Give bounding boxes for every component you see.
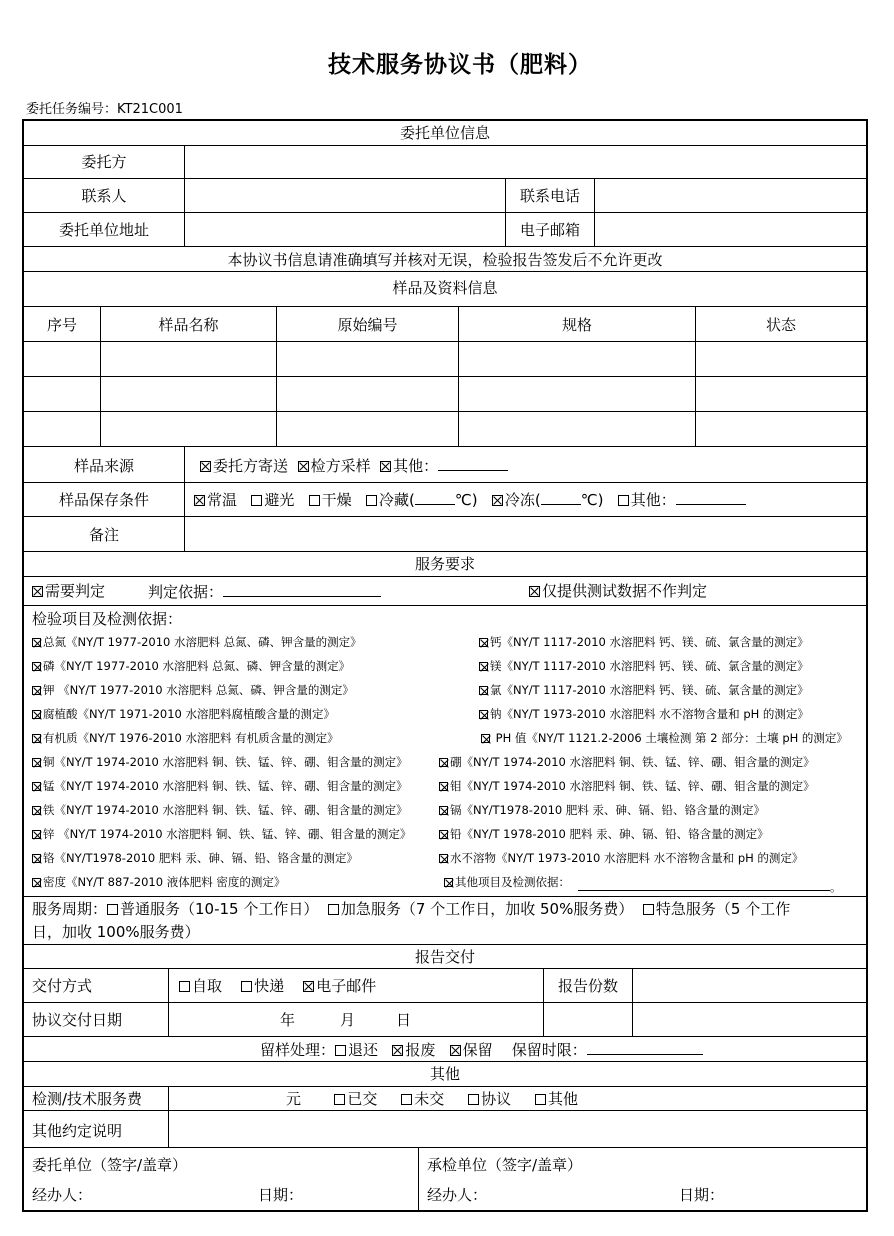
test-item-option[interactable]: 硼《NY/T 1974-2010 水溶肥料 铜、铁、锰、锌、硼、钼含量的测定》 bbox=[439, 753, 815, 771]
lab-date-label: 日期： bbox=[679, 1186, 725, 1204]
col-sample-name: 样品名称 bbox=[158, 316, 219, 334]
test-item-option[interactable]: 铜《NY/T 1974-2010 水溶肥料 铜、铁、锰、锌、硼、钼含量的测定》 bbox=[32, 753, 408, 771]
checkbox-icon[interactable] bbox=[643, 904, 654, 915]
retain-period: 保留时限： bbox=[511, 1041, 587, 1059]
retain-keep: 保留 bbox=[462, 1041, 493, 1059]
period-special-cont: 日，加收 100%服务费） bbox=[32, 923, 200, 941]
sample-row[interactable] bbox=[24, 412, 866, 446]
storage-other-input[interactable] bbox=[676, 490, 746, 505]
test-item-option[interactable]: 有机质《NY/T 1976-2010 水溶肥料 有机质含量的测定》 bbox=[32, 729, 339, 747]
cold-temp-input[interactable] bbox=[415, 490, 455, 505]
checkbox-checked-icon[interactable] bbox=[392, 1045, 403, 1056]
contact-label: 联系人 bbox=[81, 187, 127, 205]
checkbox-icon[interactable] bbox=[535, 1094, 546, 1105]
storage-label: 样品保存条件 bbox=[58, 491, 149, 509]
deg-unit: ℃) bbox=[454, 491, 478, 509]
checkbox-icon[interactable] bbox=[309, 495, 320, 506]
checkbox-checked-icon[interactable] bbox=[439, 854, 448, 863]
checkbox-checked-icon[interactable] bbox=[380, 461, 391, 472]
fee-label: 检测/技术服务费 bbox=[32, 1090, 143, 1108]
sample-source-label: 样品来源 bbox=[73, 457, 134, 475]
test-item-option[interactable]: 磷《NY/T 1977-2010 水溶肥料 总氮、磷、钾含量的测定》 bbox=[32, 657, 350, 675]
yuan-unit: 元 bbox=[286, 1090, 302, 1108]
checkbox-checked-icon[interactable] bbox=[481, 734, 490, 743]
checkbox-checked-icon[interactable] bbox=[32, 878, 41, 887]
col-status: 状态 bbox=[765, 316, 796, 334]
checkbox-checked-icon[interactable] bbox=[479, 662, 488, 671]
source-other-input[interactable] bbox=[438, 456, 508, 471]
test-item-option[interactable]: 锌 《NY/T 1974-2010 水溶肥料 铜、铁、锰、锌、硼、钼含量的测定》 bbox=[32, 825, 411, 843]
checkbox-checked-icon[interactable] bbox=[439, 830, 448, 839]
checkbox-icon[interactable] bbox=[251, 495, 262, 506]
fee-negotiate: 协议 bbox=[481, 1090, 512, 1108]
date-extra-input[interactable] bbox=[633, 1003, 865, 1036]
fee-paid: 已交 bbox=[347, 1090, 378, 1108]
client-sign-label: 委托单位（签字/盖章） bbox=[32, 1156, 188, 1174]
checkbox-checked-icon[interactable] bbox=[479, 638, 488, 647]
checkbox-icon[interactable] bbox=[328, 904, 339, 915]
period-urgent: 加急服务（7 个工作日，加收 50%服务费） bbox=[340, 900, 634, 918]
storage-other: 其他： bbox=[630, 491, 676, 509]
source-lab-sampling[interactable]: 检方采样 bbox=[298, 457, 371, 475]
sample-row[interactable] bbox=[24, 377, 866, 411]
copies-input[interactable] bbox=[633, 969, 865, 1001]
checkbox-icon[interactable] bbox=[366, 495, 377, 506]
period-normal: 普通服务（10-15 个工作日） bbox=[120, 900, 319, 918]
test-items-title: 检验项目及检测依据： bbox=[32, 610, 183, 628]
storage-cold: 冷藏( bbox=[378, 491, 415, 509]
checkbox-icon[interactable] bbox=[241, 981, 252, 992]
period-special: 特急服务（5 个工作 bbox=[655, 900, 791, 918]
test-item-option[interactable]: 氯《NY/T 1117-2010 水溶肥料 钙、镁、硫、氯含量的测定》 bbox=[479, 681, 809, 699]
client-handler-label: 经办人： bbox=[32, 1186, 93, 1204]
month-label: 月 bbox=[340, 1011, 356, 1029]
lab-handler-label: 经办人： bbox=[427, 1186, 488, 1204]
test-item-option[interactable]: 铁《NY/T 1974-2010 水溶肥料 铜、铁、锰、锌、硼、钼含量的测定》 bbox=[32, 801, 408, 819]
checkbox-checked-icon[interactable] bbox=[32, 686, 41, 695]
email-label: 电子邮箱 bbox=[519, 221, 580, 239]
retain-period-input[interactable] bbox=[587, 1040, 703, 1055]
agreement-form bbox=[22, 119, 868, 1212]
col-original-no: 原始编号 bbox=[337, 316, 398, 334]
judge-basis-input[interactable] bbox=[223, 582, 381, 597]
checkbox-checked-icon[interactable] bbox=[529, 586, 540, 597]
checkbox-icon[interactable] bbox=[618, 495, 629, 506]
test-item-option[interactable]: 钼《NY/T 1974-2010 水溶肥料 铜、铁、锰、锌、硼、钼含量的测定》 bbox=[439, 777, 815, 795]
notice-text: 本协议书信息请准确填写并核对无误，检验报告签发后不允许更改 bbox=[227, 251, 663, 269]
checkbox-checked-icon[interactable] bbox=[32, 782, 41, 791]
test-item-option[interactable]: 铅《NY/T 1978-2010 肥料 汞、砷、镉、铅、铬含量的测定》 bbox=[439, 825, 769, 843]
checkbox-checked-icon[interactable] bbox=[444, 878, 453, 887]
checkbox-checked-icon[interactable] bbox=[32, 662, 41, 671]
report-section-header: 报告交付 bbox=[414, 948, 475, 966]
service-section-header: 服务要求 bbox=[414, 555, 475, 573]
other-items-blank[interactable]: 。 bbox=[578, 878, 842, 896]
checkbox-checked-icon[interactable] bbox=[303, 981, 314, 992]
address-label: 委托单位地址 bbox=[58, 221, 149, 239]
checkbox-checked-icon[interactable] bbox=[450, 1045, 461, 1056]
col-spec: 规格 bbox=[561, 316, 592, 334]
checkbox-checked-icon[interactable] bbox=[32, 758, 41, 767]
email-input[interactable] bbox=[595, 213, 865, 246]
contact-input[interactable] bbox=[185, 179, 505, 212]
checkbox-checked-icon[interactable] bbox=[194, 495, 205, 506]
test-item-option[interactable]: 总氮《NY/T 1977-2010 水溶肥料 总氮、磷、钾含量的测定》 bbox=[32, 633, 362, 651]
checkbox-checked-icon[interactable] bbox=[439, 782, 448, 791]
test-item-option[interactable]: 钠《NY/T 1973-2010 水溶肥料 水不溶物含量和 pH 的测定》 bbox=[479, 705, 809, 723]
deg-unit: ℃) bbox=[580, 491, 604, 509]
checkbox-icon[interactable] bbox=[107, 904, 118, 915]
frozen-temp-input[interactable] bbox=[541, 490, 581, 505]
checkbox-icon[interactable] bbox=[179, 981, 190, 992]
checkbox-checked-icon[interactable] bbox=[32, 854, 41, 863]
fee-unpaid: 未交 bbox=[414, 1090, 445, 1108]
document-title: 技术服务协议书（肥料） bbox=[328, 52, 592, 78]
checkbox-icon[interactable] bbox=[468, 1094, 479, 1105]
checkbox-checked-icon[interactable] bbox=[32, 586, 43, 597]
checkbox-checked-icon[interactable] bbox=[200, 461, 211, 472]
test-item-option[interactable]: 钾 《NY/T 1977-2010 水溶肥料 总氮、磷、钾含量的测定》 bbox=[32, 681, 354, 699]
remark-input[interactable] bbox=[185, 517, 865, 551]
checkbox-checked-icon[interactable] bbox=[32, 710, 41, 719]
lab-sign-label: 承检单位（签字/盖章） bbox=[427, 1156, 583, 1174]
storage-dark: 避光 bbox=[264, 491, 295, 509]
checkbox-checked-icon[interactable] bbox=[479, 686, 488, 695]
source-client-send[interactable]: 委托方寄送 bbox=[200, 457, 288, 475]
checkbox-checked-icon[interactable] bbox=[32, 638, 41, 647]
checkbox-checked-icon[interactable] bbox=[492, 495, 503, 506]
test-item-option[interactable]: 镉《NY/T1978-2010 肥料 汞、砷、镉、铅、铬含量的测定》 bbox=[439, 801, 765, 819]
storage-normal: 常温 bbox=[207, 491, 238, 509]
phone-label: 联系电话 bbox=[519, 187, 580, 205]
delivery-email: 电子邮件 bbox=[316, 977, 377, 995]
sample-source-options bbox=[200, 456, 508, 475]
delivery-self: 自取 bbox=[192, 977, 223, 995]
retain-options: 留样处理： 退还 报废 保留 保留时限： bbox=[260, 1040, 703, 1059]
client-section-header: 委托单位信息 bbox=[399, 124, 490, 142]
agreement-input[interactable] bbox=[169, 1111, 865, 1147]
checkbox-checked-icon[interactable] bbox=[32, 830, 41, 839]
phone-input[interactable] bbox=[595, 179, 865, 212]
agreement-label: 其他约定说明 bbox=[32, 1122, 123, 1140]
client-date-label: 日期： bbox=[258, 1186, 304, 1204]
sample-row[interactable] bbox=[24, 342, 866, 376]
test-item-option[interactable]: 镁《NY/T 1117-2010 水溶肥料 钙、镁、硫、氯含量的测定》 bbox=[479, 657, 809, 675]
checkbox-icon[interactable] bbox=[334, 1094, 345, 1105]
data-only-option[interactable]: 仅提供测试数据不作判定 bbox=[529, 582, 707, 600]
checkbox-checked-icon[interactable] bbox=[479, 710, 488, 719]
client-input[interactable] bbox=[185, 146, 865, 178]
storage-options bbox=[194, 490, 746, 509]
delivery-express: 快递 bbox=[254, 977, 285, 995]
storage-dry: 干燥 bbox=[321, 491, 352, 509]
test-item-option[interactable]: PH 值《NY/T 1121.2-2006 土壤检测 第 2 部分：土壤 pH 的测定》 bbox=[481, 729, 848, 747]
test-item-option[interactable]: 腐植酸《NY/T 1971-2010 水溶肥料腐植酸含量的测定》 bbox=[32, 705, 335, 723]
checkbox-checked-icon[interactable] bbox=[32, 806, 41, 815]
day-label: 日 bbox=[396, 1011, 412, 1029]
copies-label: 报告份数 bbox=[557, 977, 618, 995]
year-label: 年 bbox=[280, 1011, 296, 1029]
delivery-date-label: 协议交付日期 bbox=[32, 1011, 123, 1029]
test-item-option[interactable]: 密度《NY/T 887-2010 液体肥料 密度的测定》 bbox=[32, 873, 285, 891]
checkbox-checked-icon[interactable] bbox=[298, 461, 309, 472]
fee-options bbox=[286, 1090, 578, 1108]
address-input[interactable] bbox=[185, 213, 505, 246]
checkbox-checked-icon[interactable] bbox=[439, 806, 448, 815]
client-label: 委托方 bbox=[81, 153, 127, 171]
test-item-option[interactable]: 锰《NY/T 1974-2010 水溶肥料 铜、铁、锰、锌、硼、钼含量的测定》 bbox=[32, 777, 408, 795]
task-number: 委托任务编号：KT21C001 bbox=[26, 102, 183, 117]
test-item-option[interactable]: 铬《NY/T1978-2010 肥料 汞、砷、镉、铅、铬含量的测定》 bbox=[32, 849, 358, 867]
delivery-label: 交付方式 bbox=[32, 977, 93, 995]
retain-scrap: 报废 bbox=[405, 1041, 436, 1059]
source-other[interactable]: 其他： bbox=[380, 457, 438, 475]
remark-label: 备注 bbox=[88, 526, 119, 544]
checkbox-checked-icon[interactable] bbox=[32, 734, 41, 743]
delivery-options bbox=[179, 977, 376, 995]
checkbox-icon[interactable] bbox=[335, 1045, 346, 1056]
service-period: 服务周期： 普通服务（10-15 个工作日） 加急服务（7 个工作日，加收 50%服务费） 特急服务（5 个工作 bbox=[32, 900, 791, 918]
checkbox-checked-icon[interactable] bbox=[439, 758, 448, 767]
sample-section-header: 样品及资料信息 bbox=[392, 279, 498, 297]
other-section-header: 其他 bbox=[429, 1065, 460, 1083]
fee-other: 其他 bbox=[547, 1090, 578, 1108]
test-item-option[interactable]: 水不溶物《NY/T 1973-2010 水溶肥料 水不溶物含量和 pH 的测定》 bbox=[439, 849, 803, 867]
storage-frozen: 冷冻( bbox=[504, 491, 541, 509]
checkbox-icon[interactable] bbox=[401, 1094, 412, 1105]
need-judge-option[interactable]: 需要判定 bbox=[32, 582, 105, 600]
test-item-option[interactable]: 钙《NY/T 1117-2010 水溶肥料 钙、镁、硫、氯含量的测定》 bbox=[479, 633, 809, 651]
test-item-option[interactable]: 其他项目及检测依据： bbox=[444, 873, 570, 891]
judge-basis: 判定依据： bbox=[148, 582, 381, 601]
retain-return: 退还 bbox=[348, 1041, 379, 1059]
col-index: 序号 bbox=[46, 316, 77, 334]
